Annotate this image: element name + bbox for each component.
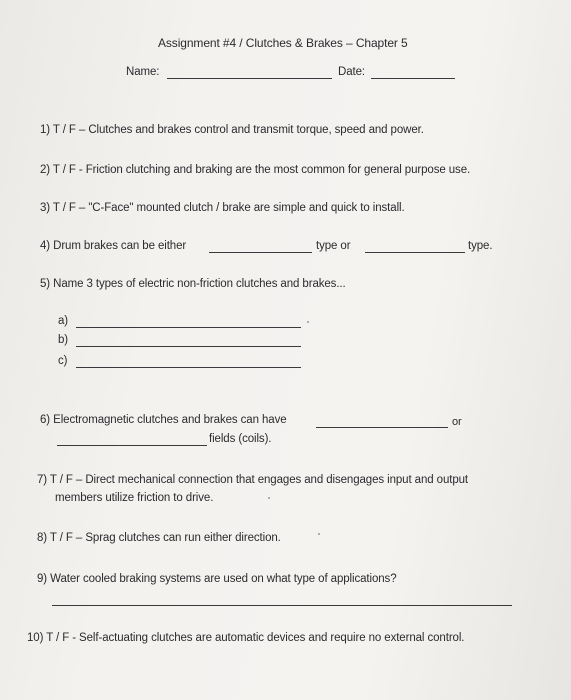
q4-blank-2[interactable] <box>365 252 465 253</box>
paper-speck <box>268 497 270 499</box>
question-2: 2) T / F - Friction clutching and braking are the most common for general purpose use. <box>40 164 471 176</box>
assignment-title: Assignment #4 / Clutches & Brakes – Chapter 5 <box>158 36 408 50</box>
q5-item-b-blank[interactable] <box>76 346 301 347</box>
q5-item-c-label: c) <box>58 355 68 367</box>
question-10: 10) T / F - Self-actuating clutches are automatic devices and require no external control. <box>27 632 465 644</box>
question-4-prefix: 4) Drum brakes can be either <box>40 240 187 252</box>
q4-blank-1[interactable] <box>209 252 312 253</box>
question-6-or: or <box>452 416 462 428</box>
q5-item-c-blank[interactable] <box>76 367 301 368</box>
q9-blank[interactable] <box>52 605 512 606</box>
question-6-line2: fields (coils). <box>209 433 272 445</box>
question-7-line2: members utilize friction to drive. <box>55 492 214 504</box>
q5-item-b-label: b) <box>58 334 69 346</box>
q6-blank-2[interactable] <box>57 445 207 446</box>
q5-item-a-label: a) <box>58 315 69 327</box>
question-1: 1) T / F – Clutches and brakes control and transmit torque, speed and power. <box>40 124 424 136</box>
name-label: Name: <box>126 66 160 78</box>
date-blank[interactable] <box>371 78 455 79</box>
question-8: 8) T / F – Sprag clutches can run either direction. <box>37 532 281 544</box>
date-label: Date: <box>338 66 365 78</box>
q5-item-a-blank[interactable] <box>76 327 301 328</box>
paper-speck <box>307 321 309 323</box>
question-9: 9) Water cooled braking systems are used on what type of applications? <box>37 573 397 585</box>
question-4-suffix: type. <box>468 240 493 252</box>
question-4-middle: type or <box>316 240 351 252</box>
name-blank[interactable] <box>167 78 332 79</box>
question-6-line1: 6) Electromagnetic clutches and brakes can have <box>40 414 287 426</box>
paper-speck <box>318 533 320 535</box>
question-5: 5) Name 3 types of electric non-friction clutches and brakes... <box>40 278 346 290</box>
q6-blank-1[interactable] <box>316 427 448 428</box>
question-7-line1: 7) T / F – Direct mechanical connection that engages and disengages input and output <box>37 474 469 486</box>
question-3: 3) T / F – "C-Face" mounted clutch / brake are simple and quick to install. <box>40 202 405 214</box>
